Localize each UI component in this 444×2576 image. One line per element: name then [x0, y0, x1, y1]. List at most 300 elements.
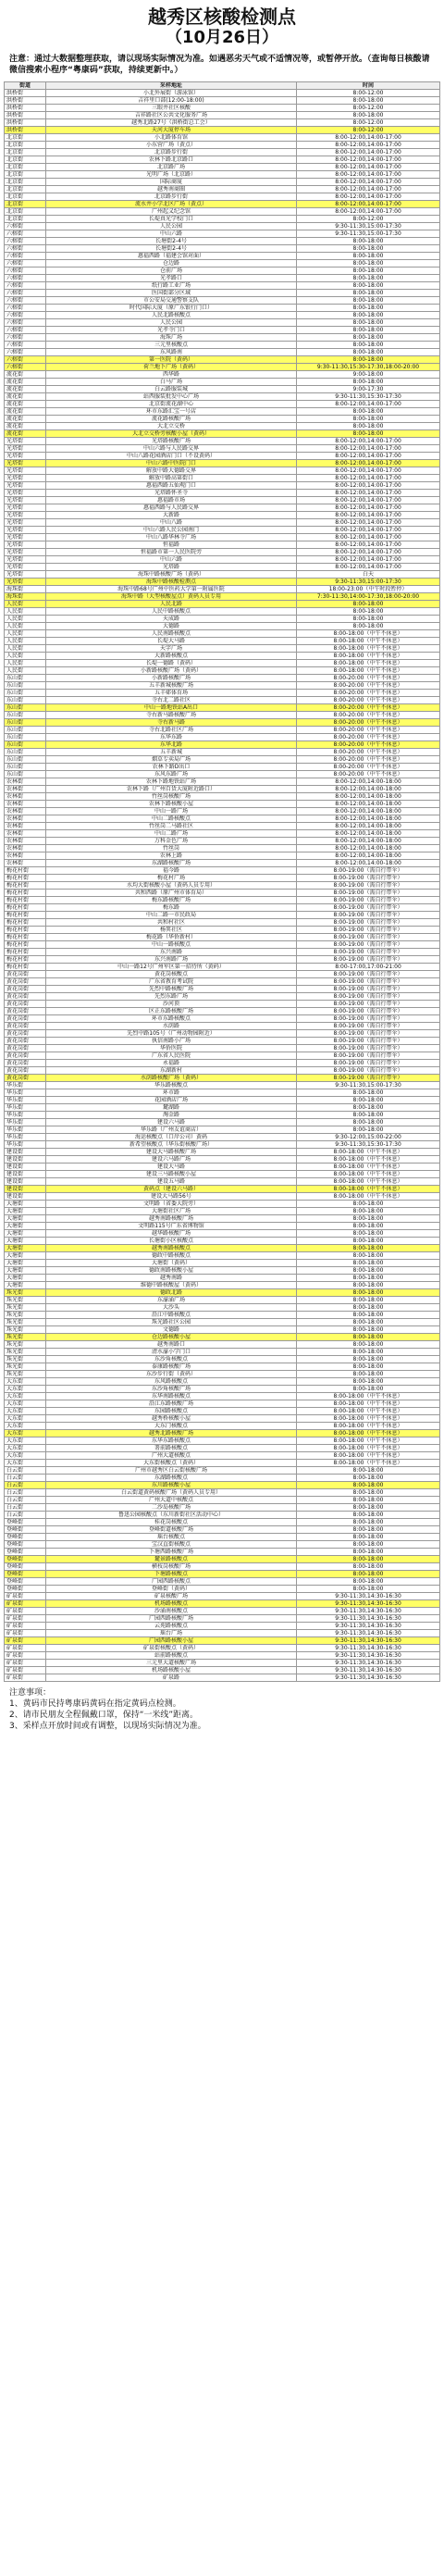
table-row — [5, 823, 440, 830]
cell-street: 梅花村街 — [5, 867, 46, 875]
cell-street: 珠光街 — [5, 1371, 46, 1378]
cell-site: 建设六马路 — [46, 1119, 297, 1126]
cell-street: 梅花村街 — [5, 912, 46, 919]
cell-street: 白云街 — [5, 1489, 46, 1497]
cell-street: 建设街 — [5, 1149, 46, 1156]
cell-time: 8:00-20:00（中午不休息） — [297, 727, 440, 734]
cell-time: 8:00-18:00（中午不休息） — [297, 1193, 440, 1201]
cell-site: 宝汉直街核酸点 — [46, 1541, 297, 1549]
cell-time: 9:30-11:30,14:30-16:30 — [297, 1600, 440, 1608]
cell-time: 8:00-18:00 — [297, 379, 440, 386]
cell-time: 8:00-18:00（中午不休息） — [297, 645, 440, 653]
cell-time: 8:00-18:00 — [297, 275, 440, 282]
cell-street: 东山街 — [5, 727, 46, 734]
cell-site: 共和村社区 — [46, 919, 297, 927]
cell-street: 大东街 — [5, 1445, 46, 1452]
cell-time: 8:00-18:00（中午不休息） — [297, 1393, 440, 1400]
cell-time: 8:00-18:00 — [297, 297, 440, 305]
table-row — [5, 623, 440, 630]
cell-site: 建设六马路广场 — [46, 1156, 297, 1164]
table-row — [5, 741, 440, 749]
cell-street: 东山街 — [5, 712, 46, 719]
cell-time: 9:30-11:30,15:30-17:30,18:00-20:00 — [297, 364, 440, 371]
cell-time: 8:00-18:00 — [297, 268, 440, 275]
cell-site: 矿泉街核酸点（黄码） — [46, 1645, 297, 1652]
table-row — [5, 1141, 440, 1149]
cell-time: 8:00-18:00 — [297, 1289, 440, 1297]
cell-site: 小新路核酸广场（黄码） — [46, 667, 297, 675]
cell-street: 建设街 — [5, 1186, 46, 1193]
cell-site: 华乐路（广州友谊商店） — [46, 1126, 297, 1134]
cell-site: 惠福西路五仙观门口 — [46, 482, 297, 490]
cell-street: 矿泉街 — [5, 1674, 46, 1682]
table-row — [5, 549, 440, 556]
cell-street: 洪桥街 — [5, 127, 46, 134]
table-row — [5, 1275, 440, 1282]
cell-street: 流花街 — [5, 386, 46, 393]
cell-site: 惠福西路与人民路交界 — [46, 504, 297, 512]
table-row — [5, 1593, 440, 1600]
table-row — [5, 801, 440, 808]
cell-time: 8:00-18:00 — [297, 608, 440, 616]
cell-site: 国际商厦 — [46, 179, 297, 186]
table-row — [5, 1586, 440, 1593]
cell-time: 8:00-12:00,14:00-17:00 — [297, 541, 440, 549]
cell-site: 水荫路核酸广场（黄码） — [46, 1075, 297, 1082]
cell-street: 光塔街 — [5, 438, 46, 445]
table-row — [5, 371, 440, 379]
cell-time: 9:30-11:30,15:30-17:30 — [297, 1141, 440, 1149]
cell-site: 寺右北二路社区 — [46, 697, 297, 704]
cell-site: 梅花路（华侨新村） — [46, 934, 297, 941]
cell-street: 六榕街 — [5, 334, 46, 342]
cell-time: 8:00-18:00 — [297, 430, 440, 438]
cell-time: 8:00-19:00（需自行带伞） — [297, 978, 440, 986]
table-row — [5, 290, 440, 297]
table-row — [5, 1304, 440, 1312]
cell-time: 8:00-12:00,14:00-18:00 — [297, 838, 440, 845]
table-row — [5, 993, 440, 1001]
cell-street: 大东街 — [5, 1408, 46, 1415]
cell-time: 8:00-18:00 — [297, 1534, 440, 1541]
cell-street: 六榕街 — [5, 290, 46, 297]
cell-site: 中山二路一市民政局 — [46, 912, 297, 919]
table-row — [5, 860, 440, 867]
cell-site: 水均大街核酸小屋（黄码人员专用） — [46, 882, 297, 890]
cell-street: 六榕街 — [5, 230, 46, 238]
table-row — [5, 127, 440, 134]
cell-time: 8:00-17:00,17:00-21:00 — [297, 964, 440, 971]
table-row — [5, 941, 440, 949]
table-row — [5, 208, 440, 216]
cell-street: 大东街 — [5, 1423, 46, 1430]
table-row — [5, 890, 440, 897]
table-row — [5, 245, 440, 253]
cell-time: 8:00-19:00（需自行带伞） — [297, 867, 440, 875]
cell-site: 小北外展街（游泳馆） — [46, 90, 297, 97]
table-row — [5, 815, 440, 823]
cell-time: 8:00-18:00 — [297, 1304, 440, 1312]
table-row — [5, 912, 440, 919]
cell-time: 8:00-18:00 — [297, 1556, 440, 1563]
cell-street: 六榕街 — [5, 312, 46, 319]
cell-time: 8:00-12:00,14:00-17:00 — [297, 208, 440, 216]
table-row — [5, 356, 440, 364]
cell-street: 珠光街 — [5, 1289, 46, 1297]
cell-time: 8:00-12:00 — [297, 119, 440, 127]
table-row — [5, 630, 440, 638]
table-row — [5, 186, 440, 193]
cell-street: 东山街 — [5, 771, 46, 778]
cell-site: 越秀南商圈 — [46, 186, 297, 193]
table-row — [5, 319, 440, 327]
table-row — [5, 1149, 440, 1156]
cell-street: 光塔街 — [5, 467, 46, 475]
table-row — [5, 1637, 440, 1645]
cell-street: 东山街 — [5, 734, 46, 741]
cell-street: 黄花岗街 — [5, 971, 46, 978]
cell-time: 8:00-18:00 — [297, 112, 440, 119]
cell-street: 建设街 — [5, 1164, 46, 1171]
cell-time: 8:00-18:00 — [297, 1482, 440, 1489]
table-row — [5, 97, 440, 105]
cell-time: 白天 — [297, 571, 440, 579]
table-row — [5, 1215, 440, 1223]
cell-street: 大塘街 — [5, 1215, 46, 1223]
table-row — [5, 593, 440, 601]
cell-time: 8:00-19:00（需自行带伞） — [297, 904, 440, 912]
cell-site: 小新路核酸广场 — [46, 675, 297, 682]
cell-site: 越华路核酸广场 — [46, 1230, 297, 1238]
cell-site: 共和西路（原广州市体育局） — [46, 890, 297, 897]
cell-time: 8:00-12:00,14:00-18:00 — [297, 786, 440, 793]
cell-street: 人民街 — [5, 667, 46, 675]
table-row — [5, 1512, 440, 1519]
cell-site: 小东营广场（黄点） — [46, 142, 297, 149]
cell-site: 建设大马路 — [46, 1164, 297, 1171]
cell-street: 农林街 — [5, 778, 46, 786]
cell-site: 光塔路 — [46, 564, 297, 571]
table-row — [5, 1282, 440, 1289]
cell-street: 大塘街 — [5, 1230, 46, 1238]
cell-street: 矿泉街 — [5, 1630, 46, 1637]
table-row — [5, 386, 440, 393]
cell-time: 8:00-18:00 — [297, 282, 440, 290]
cell-site: 越秀南路口 — [46, 1341, 297, 1349]
cell-street: 人民街 — [5, 630, 46, 638]
cell-street: 珠光街 — [5, 1312, 46, 1319]
table-row — [5, 1223, 440, 1230]
cell-time: 8:00-19:00（需自行带伞） — [297, 1023, 440, 1030]
cell-street: 珠光街 — [5, 1356, 46, 1363]
table-row — [5, 675, 440, 682]
cell-time: 8:00-18:00 — [297, 408, 440, 416]
cell-time: 9:30-11:30,14:30-16:30 — [297, 1660, 440, 1667]
cell-time: 9:30-11:30,14:30-16:30 — [297, 1623, 440, 1630]
footer-note: 2、请市民朋友全程佩戴口罩，保持“一米线”距离。 — [9, 1711, 199, 1720]
cell-site: 瑶台广场 — [46, 1630, 297, 1637]
table-row — [5, 586, 440, 593]
cell-time: 8:00-19:00（需自行带伞） — [297, 1015, 440, 1023]
cell-time: 8:00-18:00 — [297, 1489, 440, 1497]
table-row — [5, 1193, 440, 1201]
cell-time: 8:00-12:00,14:00-17:00 — [297, 467, 440, 475]
cell-site: 梅东路 — [46, 904, 297, 912]
table-row — [5, 1660, 440, 1667]
cell-street: 矿泉街 — [5, 1667, 46, 1674]
cell-site: 流水井小学北区广场（黄点） — [46, 201, 297, 208]
cell-time: 8:00-19:00（需自行带伞） — [297, 941, 440, 949]
cell-time: 8:00-12:00,14:00-17:00 — [297, 438, 440, 445]
cell-time: 8:00-18:00 — [297, 1386, 440, 1393]
cell-street: 大塘街 — [5, 1282, 46, 1289]
cell-site: 文明路（省委大院旁） — [46, 1201, 297, 1208]
table-row — [5, 645, 440, 653]
cell-street: 黄花岗街 — [5, 1038, 46, 1045]
table-row — [5, 423, 440, 430]
cell-time: 8:00-20:00（中午不休息） — [297, 734, 440, 741]
cell-time: 8:00-12:00,14:00-17:00 — [297, 134, 440, 142]
cell-time: 8:00-18:00 — [297, 1230, 440, 1238]
cell-site: 白云街道黄码核酸广场（黄码人员专用） — [46, 1489, 297, 1497]
cell-street: 黄花岗街 — [5, 978, 46, 986]
cell-site: 东华南路核酸点 — [46, 1393, 297, 1400]
cell-site: 海运核酸点（口岸公司）黄码 — [46, 1134, 297, 1141]
cell-street: 光塔街 — [5, 490, 46, 497]
cell-site: 北京路广场 — [46, 164, 297, 171]
table-row — [5, 875, 440, 882]
cell-time: 8:00-18:00 — [297, 319, 440, 327]
cell-site: 区正东路核酸广场 — [46, 1008, 297, 1015]
cell-street: 光塔街 — [5, 564, 46, 571]
table-row — [5, 1526, 440, 1534]
cell-site: 市公安局交通警察支队 — [46, 297, 297, 305]
cell-site: 德政中路核酸点 — [46, 1252, 297, 1260]
table-row — [5, 327, 440, 334]
cell-street: 六榕街 — [5, 319, 46, 327]
cell-time: 7:30-11:30,14:00-17:30,18:00-20:00 — [297, 593, 440, 601]
cell-time: 8:00-12:00,14:00-18:00 — [297, 852, 440, 860]
cell-site: 广州大道中核酸点 — [46, 1497, 297, 1504]
cell-street: 流花街 — [5, 379, 46, 386]
table-row — [5, 1534, 440, 1541]
table-row — [5, 897, 440, 904]
cell-time: 8:00-18:00 — [297, 334, 440, 342]
cell-site: 光塔路核酸广场 — [46, 438, 297, 445]
table-row — [5, 238, 440, 245]
cell-time: 8:00-20:00（中午不休息） — [297, 756, 440, 764]
cell-site: 光孝路口 — [46, 275, 297, 282]
cell-street: 大塘街 — [5, 1245, 46, 1252]
cell-site: 德政北路 — [46, 1289, 297, 1297]
cell-time: 9:30-11:30,14:30-16:30 — [297, 1674, 440, 1682]
cell-site: 海珠中路68号广州中医药大学第一附属医院 — [46, 586, 297, 593]
cell-site: 大德路 — [46, 623, 297, 630]
cell-time: 8:00-18:00（中午不休息） — [297, 1415, 440, 1423]
cell-site: 医国街部分区域 — [46, 290, 297, 297]
table-row — [5, 1615, 440, 1623]
table-row — [5, 1267, 440, 1275]
cell-time: 9:30-11:30,14:30-16:30 — [297, 1637, 440, 1645]
cell-time: 8:00-12:00,14:00-18:00 — [297, 778, 440, 786]
cell-street: 华乐街 — [5, 1082, 46, 1089]
cell-time: 8:00-18:00 — [297, 1223, 440, 1230]
cell-time: 8:00-18:00 — [297, 260, 440, 268]
cell-time: 8:00-19:00（需自行带伞） — [297, 956, 440, 964]
table-row — [5, 201, 440, 208]
table-row — [5, 778, 440, 786]
cell-site: 大东门核酸点 — [46, 1423, 297, 1430]
cell-time: 9:30-11:30,15:00-17:30 — [297, 579, 440, 586]
cell-site: 人民南路核酸点 — [46, 630, 297, 638]
cell-street: 矿泉街 — [5, 1637, 46, 1645]
cell-street: 人民街 — [5, 645, 46, 653]
cell-street: 光塔街 — [5, 460, 46, 467]
cell-site: 解放中路大德路交界 — [46, 467, 297, 475]
cell-street: 建设街 — [5, 1171, 46, 1178]
cell-time: 8:00-12:00,14:00-17:00 — [297, 193, 440, 201]
cell-street: 洪桥街 — [5, 119, 46, 127]
cell-street: 东山街 — [5, 749, 46, 756]
cell-site: 人民公园 — [46, 319, 297, 327]
table-row — [5, 393, 440, 401]
table-row — [5, 1082, 440, 1089]
cell-street: 光塔街 — [5, 579, 46, 586]
cell-time: 8:00-19:00（需自行带伞） — [297, 1045, 440, 1052]
table-row — [5, 1623, 440, 1630]
cell-street: 白云街 — [5, 1482, 46, 1489]
cell-time: 8:00-18:00 — [297, 1297, 440, 1304]
cell-time: 8:00-19:00（需自行带伞） — [297, 875, 440, 882]
cell-time: 8:00-12:00,14:00-17:00 — [297, 556, 440, 564]
cell-time: 8:00-12:00,14:00-17:00 — [297, 445, 440, 453]
table-row — [5, 1023, 440, 1030]
cell-street: 黄花岗街 — [5, 993, 46, 1001]
cell-street: 矿泉街 — [5, 1593, 46, 1600]
cell-street: 农林街 — [5, 801, 46, 808]
cell-time: 8:00-19:00（需自行带伞） — [297, 934, 440, 941]
cell-street: 梅花村街 — [5, 934, 46, 941]
testing-sites-table — [4, 81, 440, 1682]
cell-time: 8:00-20:00（中午不休息） — [297, 749, 440, 756]
cell-time: 8:00-18:00 — [297, 245, 440, 253]
cell-street: 海珠街 — [5, 586, 46, 593]
cell-street: 人民街 — [5, 653, 46, 660]
table-row — [5, 260, 440, 268]
table-row — [5, 1245, 440, 1252]
page-title: 越秀区核酸检测点 — [148, 6, 296, 28]
cell-time: 8:00-18:00 — [297, 1349, 440, 1356]
cell-site: 大新路核酸点 — [46, 653, 297, 660]
cell-site: 竹丝岗二马路社区 — [46, 823, 297, 830]
table-row — [5, 1356, 440, 1363]
cell-street: 六榕街 — [5, 223, 46, 230]
cell-site: 三眼井社区核酸 — [46, 105, 297, 112]
cell-time: 8:00-12:00,14:00-17:00 — [297, 490, 440, 497]
footer-note: 1、黄码市民持粤康码黄码在指定黄码点检测。 — [9, 1699, 181, 1709]
cell-site: 矿泉路 — [46, 1674, 297, 1682]
table-row — [5, 1467, 440, 1475]
cell-site: 云苑路核酸点 — [46, 1623, 297, 1630]
cell-time: 9:30-11:30,14:30-16:30 — [297, 1615, 440, 1623]
cell-time: 8:00-12:00,14:00-17:00 — [297, 549, 440, 556]
cell-site: 东濠涌广场 — [46, 1297, 297, 1304]
cell-time: 8:00-18:00（中午不休息） — [297, 1400, 440, 1408]
table-row — [5, 1393, 440, 1400]
cell-street: 梅花村街 — [5, 897, 46, 904]
cell-time: 8:00-18:00（中午不休息） — [297, 1178, 440, 1186]
cell-time: 8:00-18:00（中午不休息） — [297, 1164, 440, 1171]
cell-street: 大塘街 — [5, 1238, 46, 1245]
table-row — [5, 1060, 440, 1067]
cell-time: 8:00-20:00（中午不休息） — [297, 771, 440, 778]
footer-note: 3、采样点开放时间或有调整，以现场实际情况为准。 — [9, 1722, 206, 1731]
cell-street: 梅花村街 — [5, 964, 46, 971]
cell-street: 六榕街 — [5, 275, 46, 282]
table-row — [5, 230, 440, 238]
table-row — [5, 497, 440, 504]
column-header-time: 时间 — [297, 82, 440, 90]
table-row — [5, 1489, 440, 1497]
cell-site: 越秀桥核酸小屋 — [46, 1415, 297, 1423]
cell-time: 8:00-18:00（中午不休息） — [297, 630, 440, 638]
cell-street: 登峰街 — [5, 1586, 46, 1593]
table-row — [5, 1475, 440, 1482]
cell-site: 农林下路D出口 — [46, 764, 297, 771]
cell-time: 8:00-12:00,14:00-18:00 — [297, 860, 440, 867]
table-row — [5, 719, 440, 727]
cell-site: 文明路115号广东省博物馆 — [46, 1223, 297, 1230]
cell-site: 农林下路核酸小屋 — [46, 801, 297, 808]
cell-site: 杨箕社区 — [46, 927, 297, 934]
cell-time: 8:00-12:00,14:00-18:00 — [297, 830, 440, 838]
cell-time: 8:00-12:00,14:00-17:00 — [297, 164, 440, 171]
cell-time: 8:00-18:00 — [297, 349, 440, 356]
table-row — [5, 1208, 440, 1215]
cell-street: 矿泉街 — [5, 1660, 46, 1667]
table-row — [5, 1563, 440, 1571]
table-row — [5, 1600, 440, 1608]
cell-site: 梅花村广场 — [46, 875, 297, 882]
cell-time: 8:00-18:00（中午不休息） — [297, 1460, 440, 1467]
page-subtitle: （10月26日） — [165, 28, 279, 47]
table-row — [5, 179, 440, 186]
cell-time: 8:00-12:00,14:00-17:00 — [297, 171, 440, 179]
cell-time: 8:00-12:00,14:00-17:00 — [297, 149, 440, 156]
cell-time: 8:00-19:00（需自行带伞） — [297, 1038, 440, 1045]
table-row — [5, 482, 440, 490]
cell-street: 光塔街 — [5, 497, 46, 504]
table-row — [5, 519, 440, 527]
cell-time: 8:00-18:00 — [297, 305, 440, 312]
cell-site: 麓湖路 — [46, 1104, 297, 1112]
cell-street: 农林街 — [5, 830, 46, 838]
cell-site: 清水濠小学门口 — [46, 1349, 297, 1356]
table-row — [5, 1556, 440, 1563]
cell-street: 北京街 — [5, 171, 46, 179]
cell-site: 人民北路 — [46, 601, 297, 608]
cell-street: 华乐街 — [5, 1089, 46, 1097]
cell-time: 8:00-18:00 — [297, 1526, 440, 1534]
table-row — [5, 1178, 440, 1186]
cell-site: 恒福路 — [46, 541, 297, 549]
cell-street: 北京街 — [5, 193, 46, 201]
table-row — [5, 1038, 440, 1045]
cell-site: 东兴南路 — [46, 949, 297, 956]
cell-site: 仓前广场 — [46, 268, 297, 275]
cell-street: 黄花岗街 — [5, 1001, 46, 1008]
cell-time: 8:00-18:00（中午不休息） — [297, 667, 440, 675]
